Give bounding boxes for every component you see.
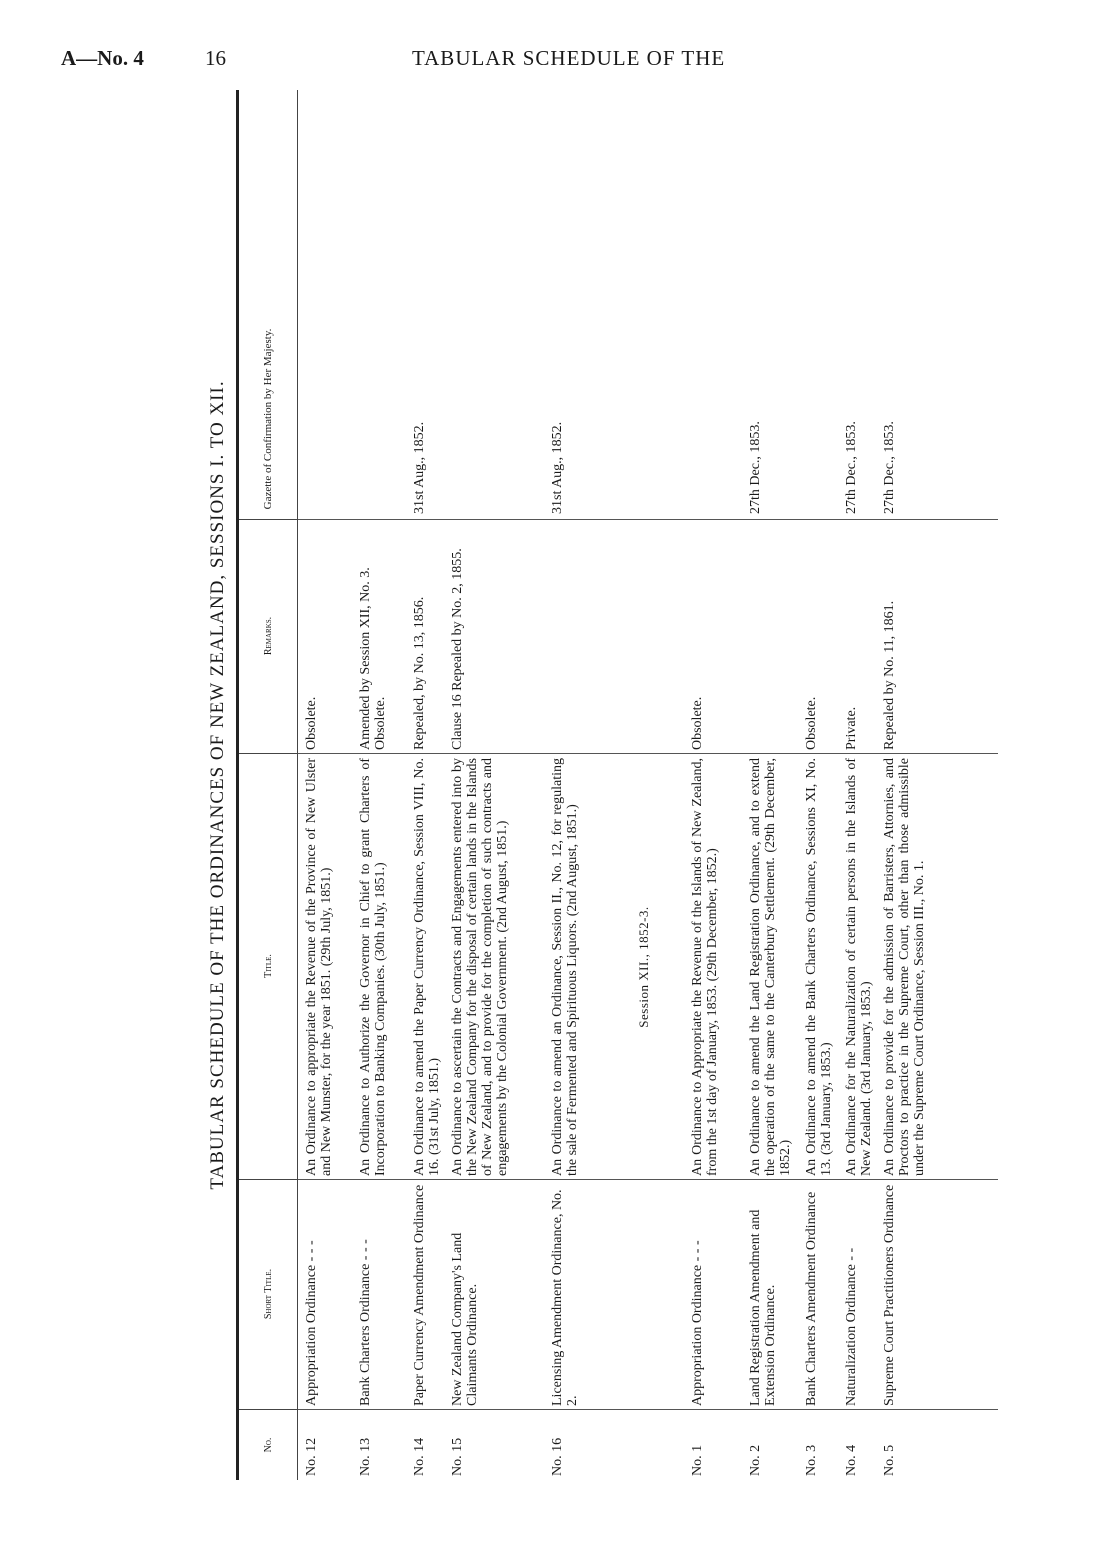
table-caption: TABULAR SCHEDULE OF THE ORDINANCES OF NEW ZEALAND, SESSIONS I. TO XII. (207, 380, 228, 1190)
table-body (298, 90, 998, 1480)
row-remarks: Clause 16 Repealed by No. 2, 1855. (450, 548, 465, 750)
row-number: No. 12 (304, 1437, 319, 1476)
row-gazette: 27th Dec., 1853. (882, 421, 897, 514)
row-short-title: Bank Charters Ordinance - - - (358, 1239, 373, 1406)
row-title: An Ordinance to amend the Paper Currency Ordinance, Session VIII, No. 16. (31st July, 1851.) (412, 758, 442, 1176)
col-header-short-title: Short Title. (239, 1179, 297, 1410)
row-number: No. 1 (690, 1444, 705, 1476)
row-gazette: 31st Aug., 1852. (412, 421, 427, 514)
row-remarks: Repealed, by No. 13, 1856. (412, 596, 427, 750)
row-title: An Ordinance to provide for the admission of Barristers, Attornies, and Proctors to practice in the Supreme Court, other than those admissible under the Supreme Court Ordinance, Session III., No. 1. (882, 758, 927, 1176)
row-title: An Ordinance for the Naturalization of certain persons in the Islands of New Zealand. (3rd January, 1853.) (844, 758, 874, 1176)
row-title: An Ordinance to Authorize the Governor in Chief to grant Charters of Incorporation to Banking Companies. (30th July, 1851.) (358, 758, 388, 1176)
series-number: A—No. 4 (61, 46, 144, 70)
row-short-title: Appropriation Ordinance - - - (690, 1240, 705, 1406)
col-header-title: Title. (239, 753, 297, 1180)
row-short-title: Naturalization Ordinance - - (844, 1247, 859, 1406)
row-title: An Ordinance to amend the Bank Charters Ordinance, Sessions XI, No. 13. (3rd January, 1853.) (804, 758, 834, 1176)
row-number: No. 14 (412, 1437, 427, 1476)
row-remarks: Obsolete. (690, 696, 705, 750)
row-short-title: Appropriation Ordinance - - - (304, 1240, 319, 1406)
running-title: TABULAR SCHEDULE OF THE (412, 46, 726, 70)
row-title: An Ordinance to amend the Land Registration Ordinance, and to extend the operation of the same to the Canterbury Settlement. (29th December, 1852.) (748, 758, 793, 1176)
row-remarks: Amended by Session XII, No. 3. Obsolete. (358, 567, 388, 750)
row-short-title: Paper Currency Amendment Ordinance (412, 1184, 427, 1406)
row-number: No. 13 (358, 1437, 373, 1476)
row-number: No. 3 (804, 1444, 819, 1476)
table-header (236, 90, 298, 1480)
row-short-title: Bank Charters Amendment Ordinance (804, 1191, 819, 1406)
row-remarks: Repealed by No. 11, 1861. (882, 600, 897, 750)
row-remarks: Obsolete. (304, 696, 319, 750)
page-number: 16 (205, 46, 226, 70)
row-gazette: 31st Aug., 1852. (550, 421, 565, 514)
row-short-title: Land Registration Amendment and Extension Ordinance. (748, 1209, 778, 1406)
row-number: No. 5 (882, 1444, 897, 1476)
row-title: An Ordinance to appropriate the Revenue of the Province of New Ulster and New Munster, for the year 1851. (29th July, 1851.) (304, 758, 334, 1176)
row-gazette: 27th Dec., 1853. (748, 421, 763, 514)
row-number: No. 2 (748, 1444, 763, 1476)
row-number: No. 16 (550, 1437, 565, 1476)
row-short-title: Supreme Court Practitioners Ordinance (882, 1184, 897, 1406)
row-number: No. 4 (844, 1444, 859, 1476)
row-title: An Ordinance to amend an Ordinance, Session II., No. 12, for regulating the sale of Fermented and Spirituous Liquors. (2nd August, 1851.) (550, 758, 580, 1176)
col-header-remarks: Remarks. (239, 519, 297, 754)
col-header-no: No. (262, 1437, 274, 1453)
session-heading: Session XII., 1852-3. (636, 906, 651, 1028)
ordinance-schedule (200, 90, 1000, 1480)
row-title: An Ordinance to ascertain the Contracts and Engagements entered into by the New Zealand Company for the disposal of certain lands in the Islands of New Zealand, and to provide for the completion of such contracts and engagements by the Colonial Government. (2nd August, 1851.) (450, 758, 510, 1176)
row-short-title: New Zealand Company's Land Claimants Ordinance. (450, 1232, 480, 1406)
col-header-gazette: Gazette of Confirmation by Her Majesty. (239, 319, 297, 520)
row-remarks: Private. (844, 706, 859, 750)
row-title: An Ordinance to Appropriate the Revenue of the Islands of New Zealand, from the 1st day of January, 1853. (29th December, 1852.) (690, 758, 720, 1176)
row-remarks: Obsolete. (804, 696, 819, 750)
row-number: No. 15 (450, 1437, 465, 1476)
row-short-title: Licensing Amendment Ordinance, No. 2. (550, 1189, 580, 1406)
row-gazette: 27th Dec., 1853. (844, 421, 859, 514)
